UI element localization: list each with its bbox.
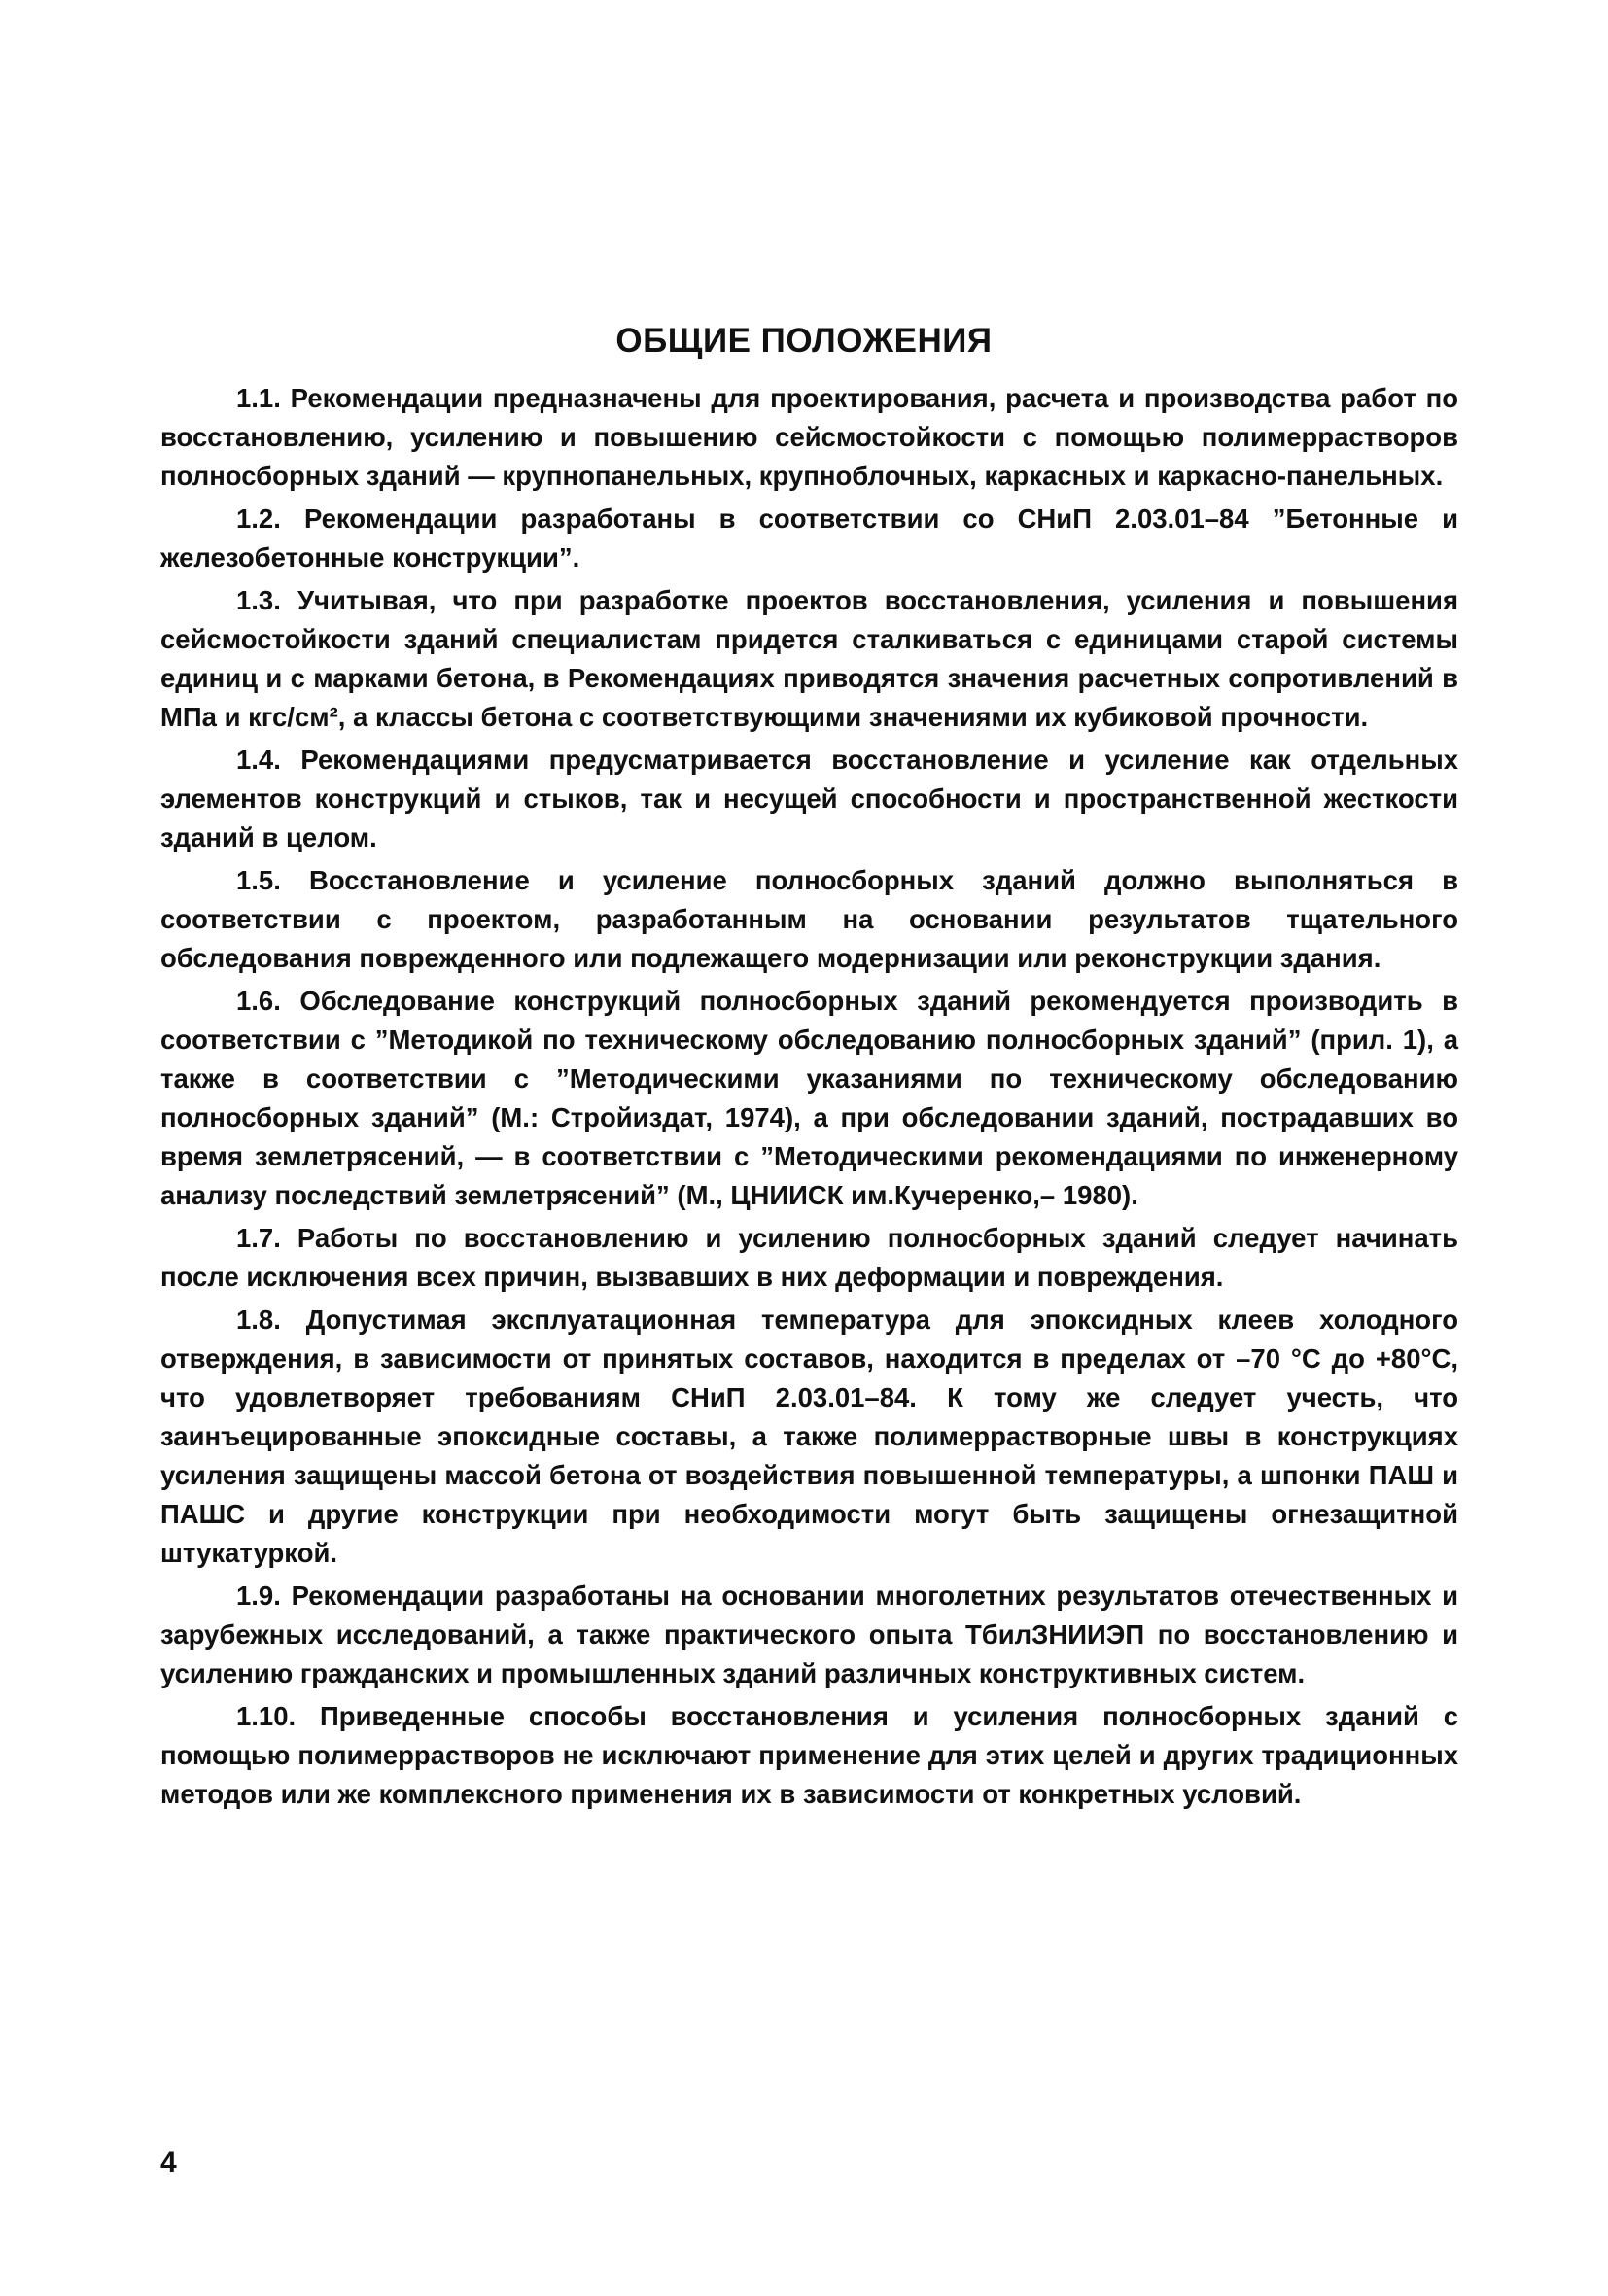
paragraph-number: 1.4. [236,745,281,775]
paragraph-1-4 [160,741,1458,857]
paragraph-text: Работы по восстановлению и усилению полносборных зданий следует начинать после исключения всех причин, вызвавших в них деформации и повреждения. [160,1223,1458,1292]
page-number: 4 [160,2146,177,2178]
paragraph-1-2 [160,500,1458,577]
paragraph-text: Рекомендации разработаны на основании многолетних результатов отечественных и зарубежных исследований, а также практического опыта ТбилЗНИИЭП по восстановлению и усилению гражданских и промышленных зданий различных конструктивных систем. [160,1581,1459,1688]
section-title: ОБЩИЕ ПОЛОЖЕНИЯ [615,322,993,360]
paragraph-1-6 [160,982,1458,1215]
paragraph-1-1 [160,379,1458,496]
paragraph-number: 1.1. [236,383,281,413]
paragraph-1-10 [160,1697,1458,1814]
paragraph-text: Рекомендации разработаны в соответствии со СНиП 2.03.01–84 ”Бетонные и железобетонные конструкции”. [160,504,1458,573]
paragraph-number: 1.6. [236,986,281,1016]
paragraph-text: Допустимая эксплуатационная температура для эпоксидных клеев холодного отверждения, в зависимости от принятых составов, находится в пределах от –70 °С до +80°С, что удовлетворяет требованиям СНиП 2.03.01–84. К тому же следует учесть, что заинъецированные эпоксидные составы, а также полимеррастворные швы в конструкциях усиления защищены массой бетона от воздействия повышенной температуры, а шпонки ПАШ и ПАШС и другие конструкции при необходимости могут быть защищены огнезащитной штукатуркой. [160,1305,1458,1568]
paragraph-text: Обследование конструкций полносборных зданий рекомендуется производить в соответствии с ”Методикой по техническому обследованию полносборных зданий” (прил. 1), а также в соответствии с ”Методическими указаниями по техническому обследованию полносборных зданий” (М.: Стройиздат, 1974), а при обследовании зданий, пострадавших во время землетрясений, — в соответствии с ”Методическими рекомендациями по инженерному анализу последствий землетрясений” (М., ЦНИИСК им.Кучеренко,– 1980). [160,986,1458,1210]
section-body [160,379,1458,1818]
paragraph-text: Рекомендациями предусматривается восстановление и усиление как отдельных элементов конструкций и стыков, так и несущей способности и пространственной жесткости зданий в целом. [160,745,1459,852]
paragraph-number: 1.5. [236,865,281,895]
paragraph-number: 1.7. [236,1223,281,1253]
paragraph-number: 1.8. [236,1305,281,1335]
paragraph-1-3 [160,581,1458,737]
paragraph-number: 1.3. [236,585,281,615]
paragraph-text: Рекомендации предназначены для проектирования, расчета и производства работ по восстановлению, усилению и повышению сейсмостойкости с помощью полимеррастворов полносборных зданий — крупнопанельных, крупноблочных, каркасных и каркасно-панельных. [160,383,1458,491]
paragraph-1-5 [160,861,1458,978]
paragraph-number: 1.10. [236,1701,297,1731]
paragraph-text: Восстановление и усиление полносборных зданий должно выполняться в соответствии с проектом, разработанным на основании результатов тщательного обследования поврежденного или подлежащего модернизации или реконструкции здания. [160,865,1458,973]
paragraph-text: Приведенные способы восстановления и усиления полносборных зданий с помощью полимеррастворов не исключают применение для этих целей и других традиционных методов или же комплексного применения их в зависимости от конкретных условий. [160,1701,1459,1809]
paragraph-text: Учитывая, что при разработке проектов восстановления, усиления и повышения сейсмостойкости зданий специалистам придется сталкиваться с единицами старой системы единиц и с марками бетона, в Рекомендациях приводятся значения расчетных сопротивлений в МПа и кгс/см², а классы бетона с соответствующими значениями их кубиковой прочности. [160,585,1459,732]
paragraph-number: 1.9. [236,1581,281,1611]
paragraph-number: 1.2. [236,504,281,534]
paragraph-1-7 [160,1219,1458,1297]
paragraph-1-8 [160,1301,1458,1573]
paragraph-1-9 [160,1577,1458,1693]
